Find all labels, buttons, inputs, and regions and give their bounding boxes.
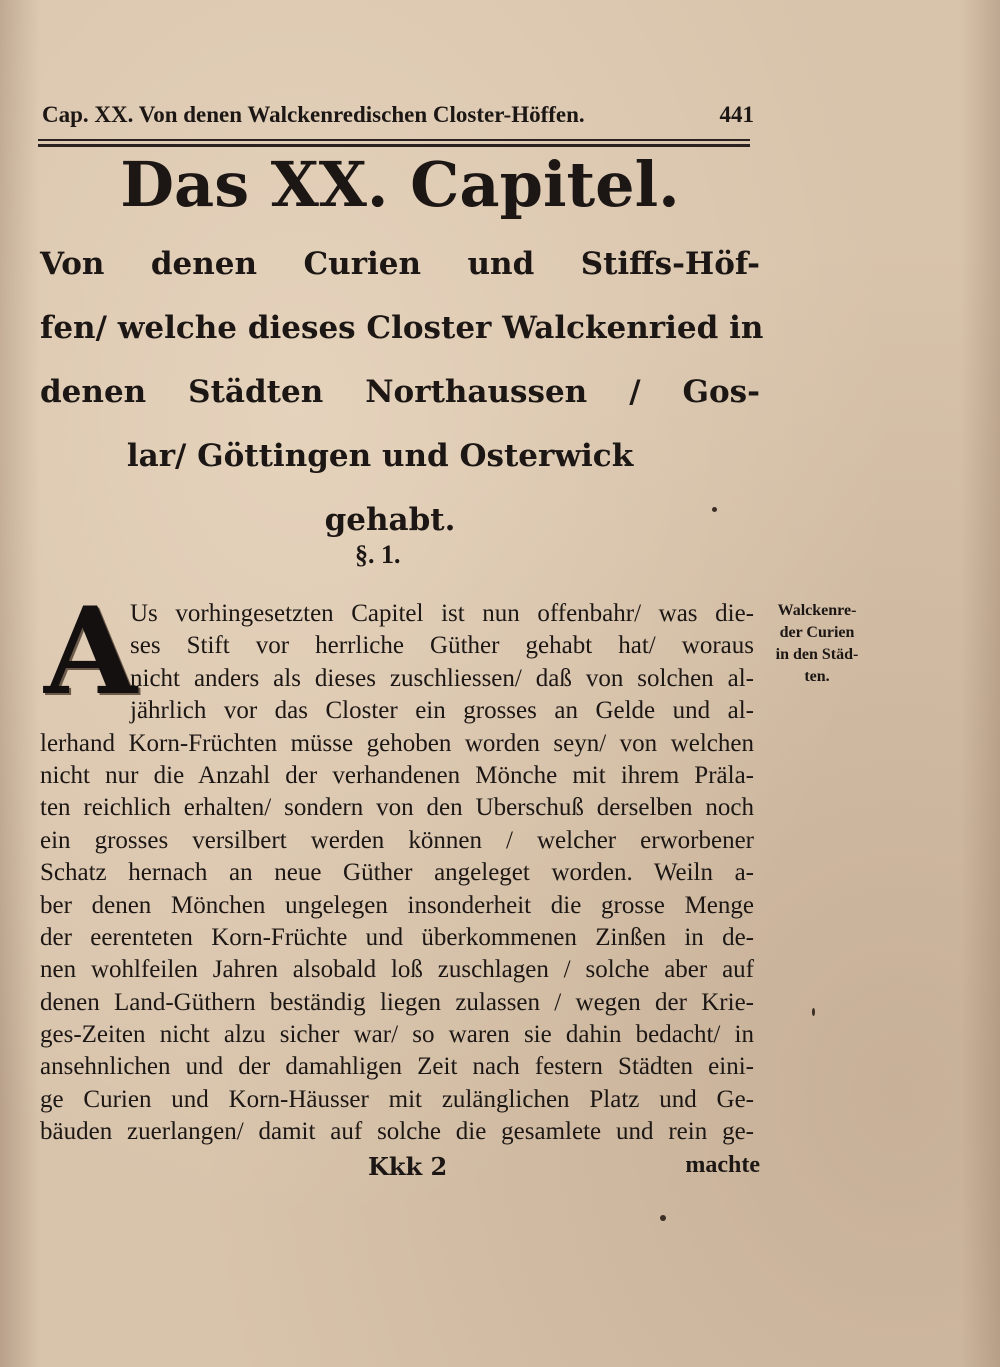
text-line: nicht anders als dieses zuschliessen/ daß von solchen al- — [130, 664, 754, 692]
text-line: Schatz hernach an neue Güther angeleget worden. Weiln a- — [40, 859, 754, 887]
marginal-line: Walckenre- — [777, 602, 857, 619]
chapter-subtitle — [40, 232, 764, 552]
text-line: ten reichlich erhalten/ sondern von den Uberschuß derselben noch — [40, 794, 754, 822]
marginal-line: ten. — [804, 668, 830, 685]
header-rule-thin — [38, 139, 750, 141]
text-line: ges-Zeiten nicht alzu sicher war/ so waren sie dahin bedacht/ in — [40, 1021, 754, 1049]
ink-speck — [712, 507, 717, 512]
text-line: ansehnlichen und der damahligen Zeit nach festern Städten eini- — [40, 1053, 754, 1081]
drop-cap: A — [44, 581, 138, 722]
marginal-line: in den Städ- — [775, 646, 859, 663]
subtitle-line: Von denen Curien und Stiffs-Höf- — [40, 246, 760, 282]
signature-mark: Kkk 2 — [368, 1152, 448, 1181]
text-line: ber denen Mönchen ungelegen insonderheit die grosse Menge — [40, 891, 754, 919]
ink-speck — [660, 1215, 666, 1221]
subtitle-line: denen Städten Northaussen / Gos- — [40, 374, 760, 410]
section-mark: §. 1. — [355, 540, 401, 569]
text-line: nen wohlfeilen Jahren alsobald loß zuschlagen / solche aber auf — [40, 956, 754, 984]
marginal-note — [762, 600, 872, 688]
text-line: ein grosses versilbert werden können / welcher erworbener — [40, 826, 754, 854]
page-number: 441 — [719, 102, 754, 127]
body-text — [40, 581, 754, 1149]
running-head — [42, 100, 754, 132]
text-line: nicht nur die Anzahl der verhandenen Mönche mit ihrem Präla- — [40, 761, 754, 789]
chapter-title: Das XX. Capitel. — [120, 148, 680, 221]
text-line: denen Land-Güthern beständig liegen zulassen / wegen der Krie- — [40, 988, 754, 1016]
subtitle-line: gehabt. — [324, 502, 456, 538]
text-line: ge Curien und Korn-Häusser mit zulänglichen Platz und Ge- — [40, 1085, 754, 1113]
catchword: machte — [685, 1152, 760, 1178]
text-line: jährlich vor das Closter ein grosses an Gelde und al- — [130, 697, 754, 725]
text-line: bäuden zuerlangen/ damit auf solche die gesamlete und rein ge- — [40, 1118, 754, 1146]
text-line: der eerenteten Korn-Früchte und überkommenen Zinßen in de- — [40, 923, 754, 951]
subtitle-line: fen/ welche dieses Closter Walckenried in — [40, 310, 764, 346]
text-line: lerhand Korn-Früchten müsse gehoben worden seyn/ von welchen — [40, 729, 754, 757]
marginal-line: der Curien — [779, 624, 855, 641]
running-head-title: Cap. XX. Von denen Walckenredischen Closter-Höffen. — [42, 102, 585, 127]
ink-speck — [812, 1008, 815, 1016]
text-line: ses Stift vor herrliche Güther gehabt hat/ woraus — [130, 632, 754, 660]
text-line: Us vorhingesetzten Capitel ist nun offenbahr/ was die- — [130, 600, 754, 627]
subtitle-line: lar/ Göttingen und Osterwick — [126, 438, 634, 474]
